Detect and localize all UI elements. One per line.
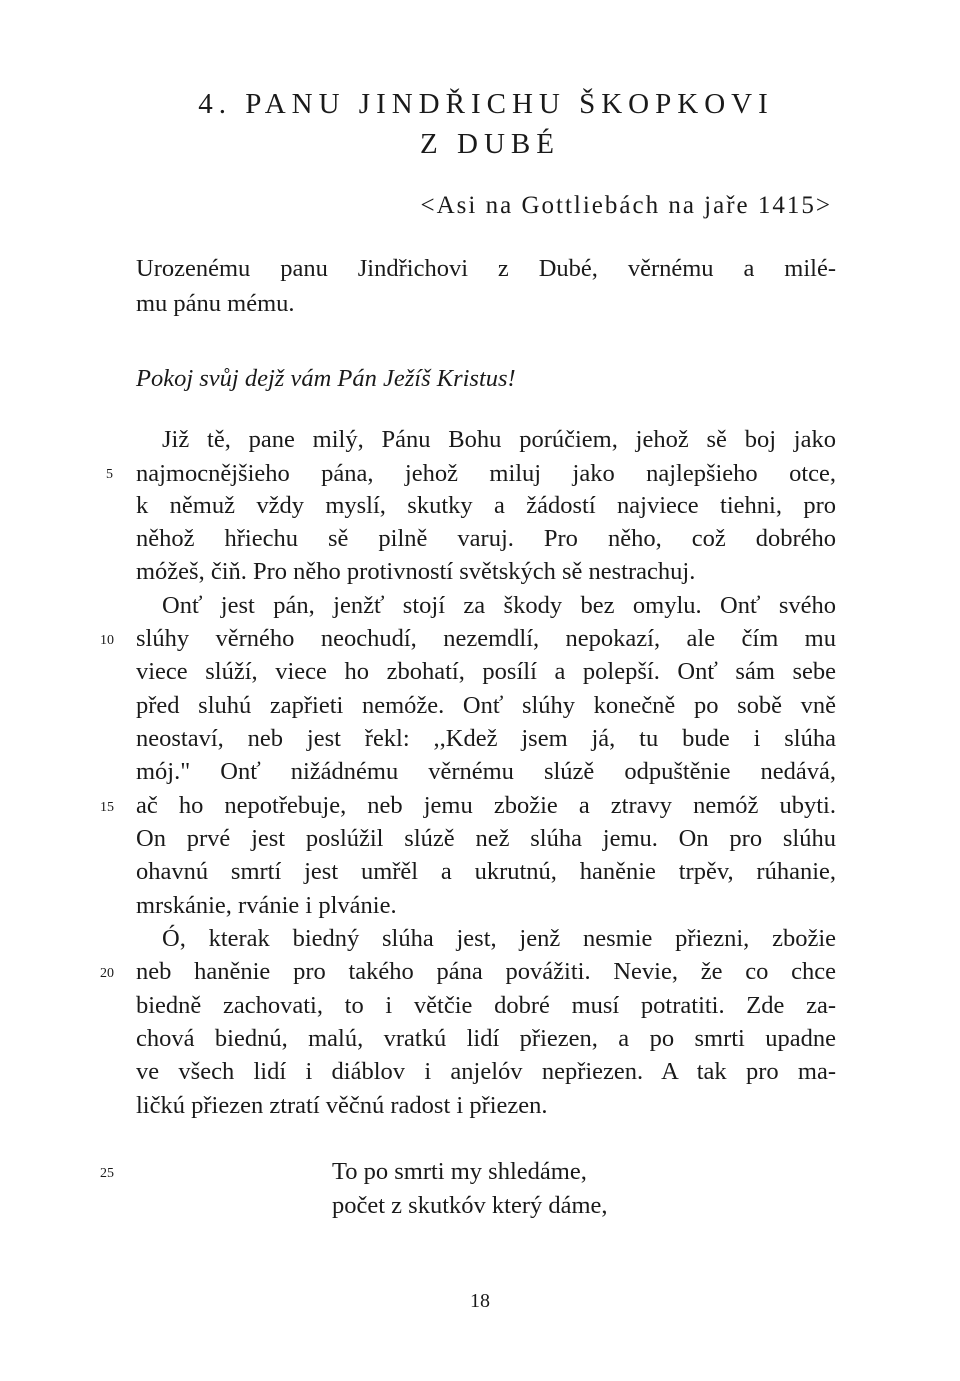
text-line: chová biednú, malú, vratkú lidí přiezen, a po smrti upadne xyxy=(136,1025,836,1052)
greeting: Pokoj svůj dejž vám Pán Ježíš Kristus! xyxy=(136,365,516,392)
text-line: k němuž vždy myslí, skutky a žádostí najviece tiehni, pro xyxy=(136,492,836,519)
text-line: mój." Onť nižádnému věrnému slúzě odpuštěnie nedává, xyxy=(136,758,836,785)
line-number: 5 xyxy=(106,467,113,482)
text-line: Ó, kterak biedný slúha jest, jenž nesmie přiezni, zbožie xyxy=(162,925,836,952)
text-line: Onť jest pán, jenžť stojí za škody bez omylu. Onť svého xyxy=(162,592,836,619)
verse-line: To po smrti my shledáme, xyxy=(332,1158,587,1185)
text-line: On prvé jest poslúžil slúzě než slúha jemu. On pro slúhu xyxy=(136,825,836,852)
address-line: Urozenému panu Jindřichovi z Dubé, věrnému a milé- xyxy=(136,255,836,282)
text-line: neb haněnie pro takého pána povážiti. Nevie, že co chce xyxy=(136,958,836,985)
text-line: viece slúží, viece ho zbohatí, posílí a polepší. Onť sám sebe xyxy=(136,658,836,685)
text-line: slúhy věrného neochudí, nezemdlí, nepokazí, ale čím mu xyxy=(136,625,836,652)
chapter-title-line-2: Z DUBÉ xyxy=(420,128,560,160)
text-line: před sluhú zapřieti nemóže. Onť slúhy konečně po sobě vně xyxy=(136,692,836,719)
text-line: ač ho nepotřebuje, neb jemu zbožie a ztravy nemóž ubyti. xyxy=(136,792,836,819)
text-line: ohavnú smrtí jest umřěl a ukrutnú, haněnie trpěv, rúhanie, xyxy=(136,858,836,885)
text-line: najmocnějšieho pána, jehož miluj jako najlepšieho otce, xyxy=(136,460,836,487)
text-line: něhož hřiechu sě pilně varuj. Pro něho, což dobrého xyxy=(136,525,836,552)
address-line: mu pánu mému. xyxy=(136,290,295,317)
line-number: 25 xyxy=(100,1166,114,1181)
text-line: ve všech lidí i diáblov i anjelóv nepřiezen. A tak pro ma- xyxy=(136,1058,836,1085)
text-line: biedně zachovati, to i větčie dobré musí potratiti. Zde za- xyxy=(136,992,836,1019)
dateline: <Asi na Gottliebách na jaře 1415> xyxy=(420,192,832,219)
line-number: 15 xyxy=(100,800,114,815)
page-number: 18 xyxy=(470,1290,490,1312)
line-number: 20 xyxy=(100,966,114,981)
text-line: ličkú přiezen ztratí věčnú radost i přiezen. xyxy=(136,1092,548,1119)
text-line: Již tě, pane milý, Pánu Bohu porúčiem, jehož sě boj jako xyxy=(162,426,836,453)
line-number: 10 xyxy=(100,633,114,648)
text-line: móžeš, čiň. Pro něho protivností světských sě nestrachuj. xyxy=(136,558,696,585)
verse-line: počet z skutkóv který dáme, xyxy=(332,1192,608,1219)
text-line: neostaví, neb jest řekl: ,,Kdež jsem já, tu bude i slúha xyxy=(136,725,836,752)
text-line: mrskánie, rvánie i plvánie. xyxy=(136,892,397,919)
chapter-title-line-1: 4. PANU JINDŘICHU ŠKOPKOVI xyxy=(198,88,774,120)
